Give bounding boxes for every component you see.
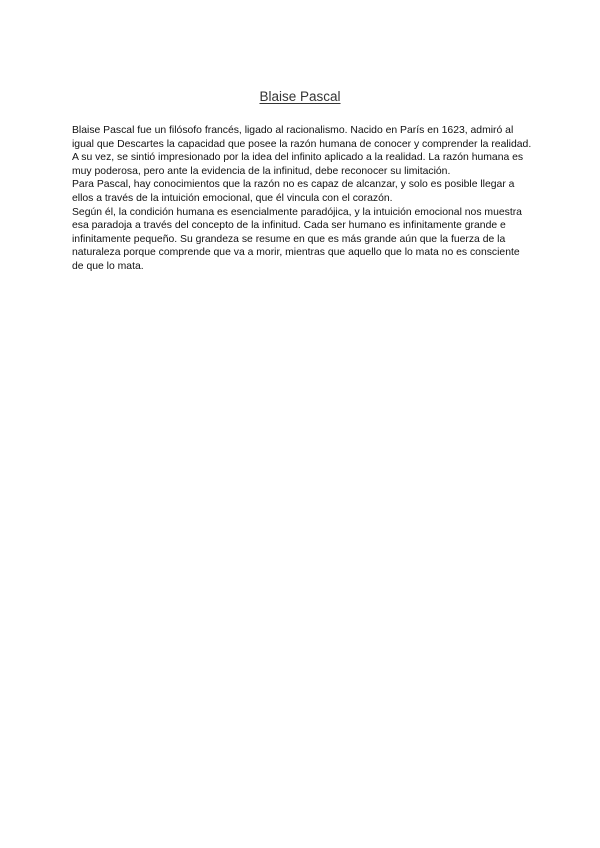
paragraph-3: Para Pascal, hay conocimientos que la razón no es capaz de alcanzar, y solo es posible llegar a ellos a través de la intuición emocional, que él vincula con el corazón.	[72, 179, 515, 204]
document-body	[72, 124, 532, 274]
paragraph-1: Blaise Pascal fue un filósofo francés, ligado al racionalismo. Nacido en París en 1623, admiró al igual que Descartes la capacidad que posee la razón humana de conocer y comprender la realidad.	[72, 125, 532, 150]
paragraph-2: A su vez, se sintió impresionado por la idea del infinito aplicado a la realidad. La razón humana es muy poderosa, pero ante la evidencia de la infinitud, debe reconocer su limitación.	[72, 152, 524, 177]
document-title: Blaise Pascal	[259, 89, 341, 104]
paragraph-4: Según él, la condición humana es esencialmente paradójica, y la intuición emocional nos muestra esa paradoja a través del concepto de la infinitud. Cada ser humano es infinitamente grande e infinitamente pequeño. Su grandeza se resume en que es más grande aún que la fuerza de la naturaleza porque comprende que va a morir, mientras que aquello que lo mata no es consciente de que lo mata.	[72, 206, 522, 272]
